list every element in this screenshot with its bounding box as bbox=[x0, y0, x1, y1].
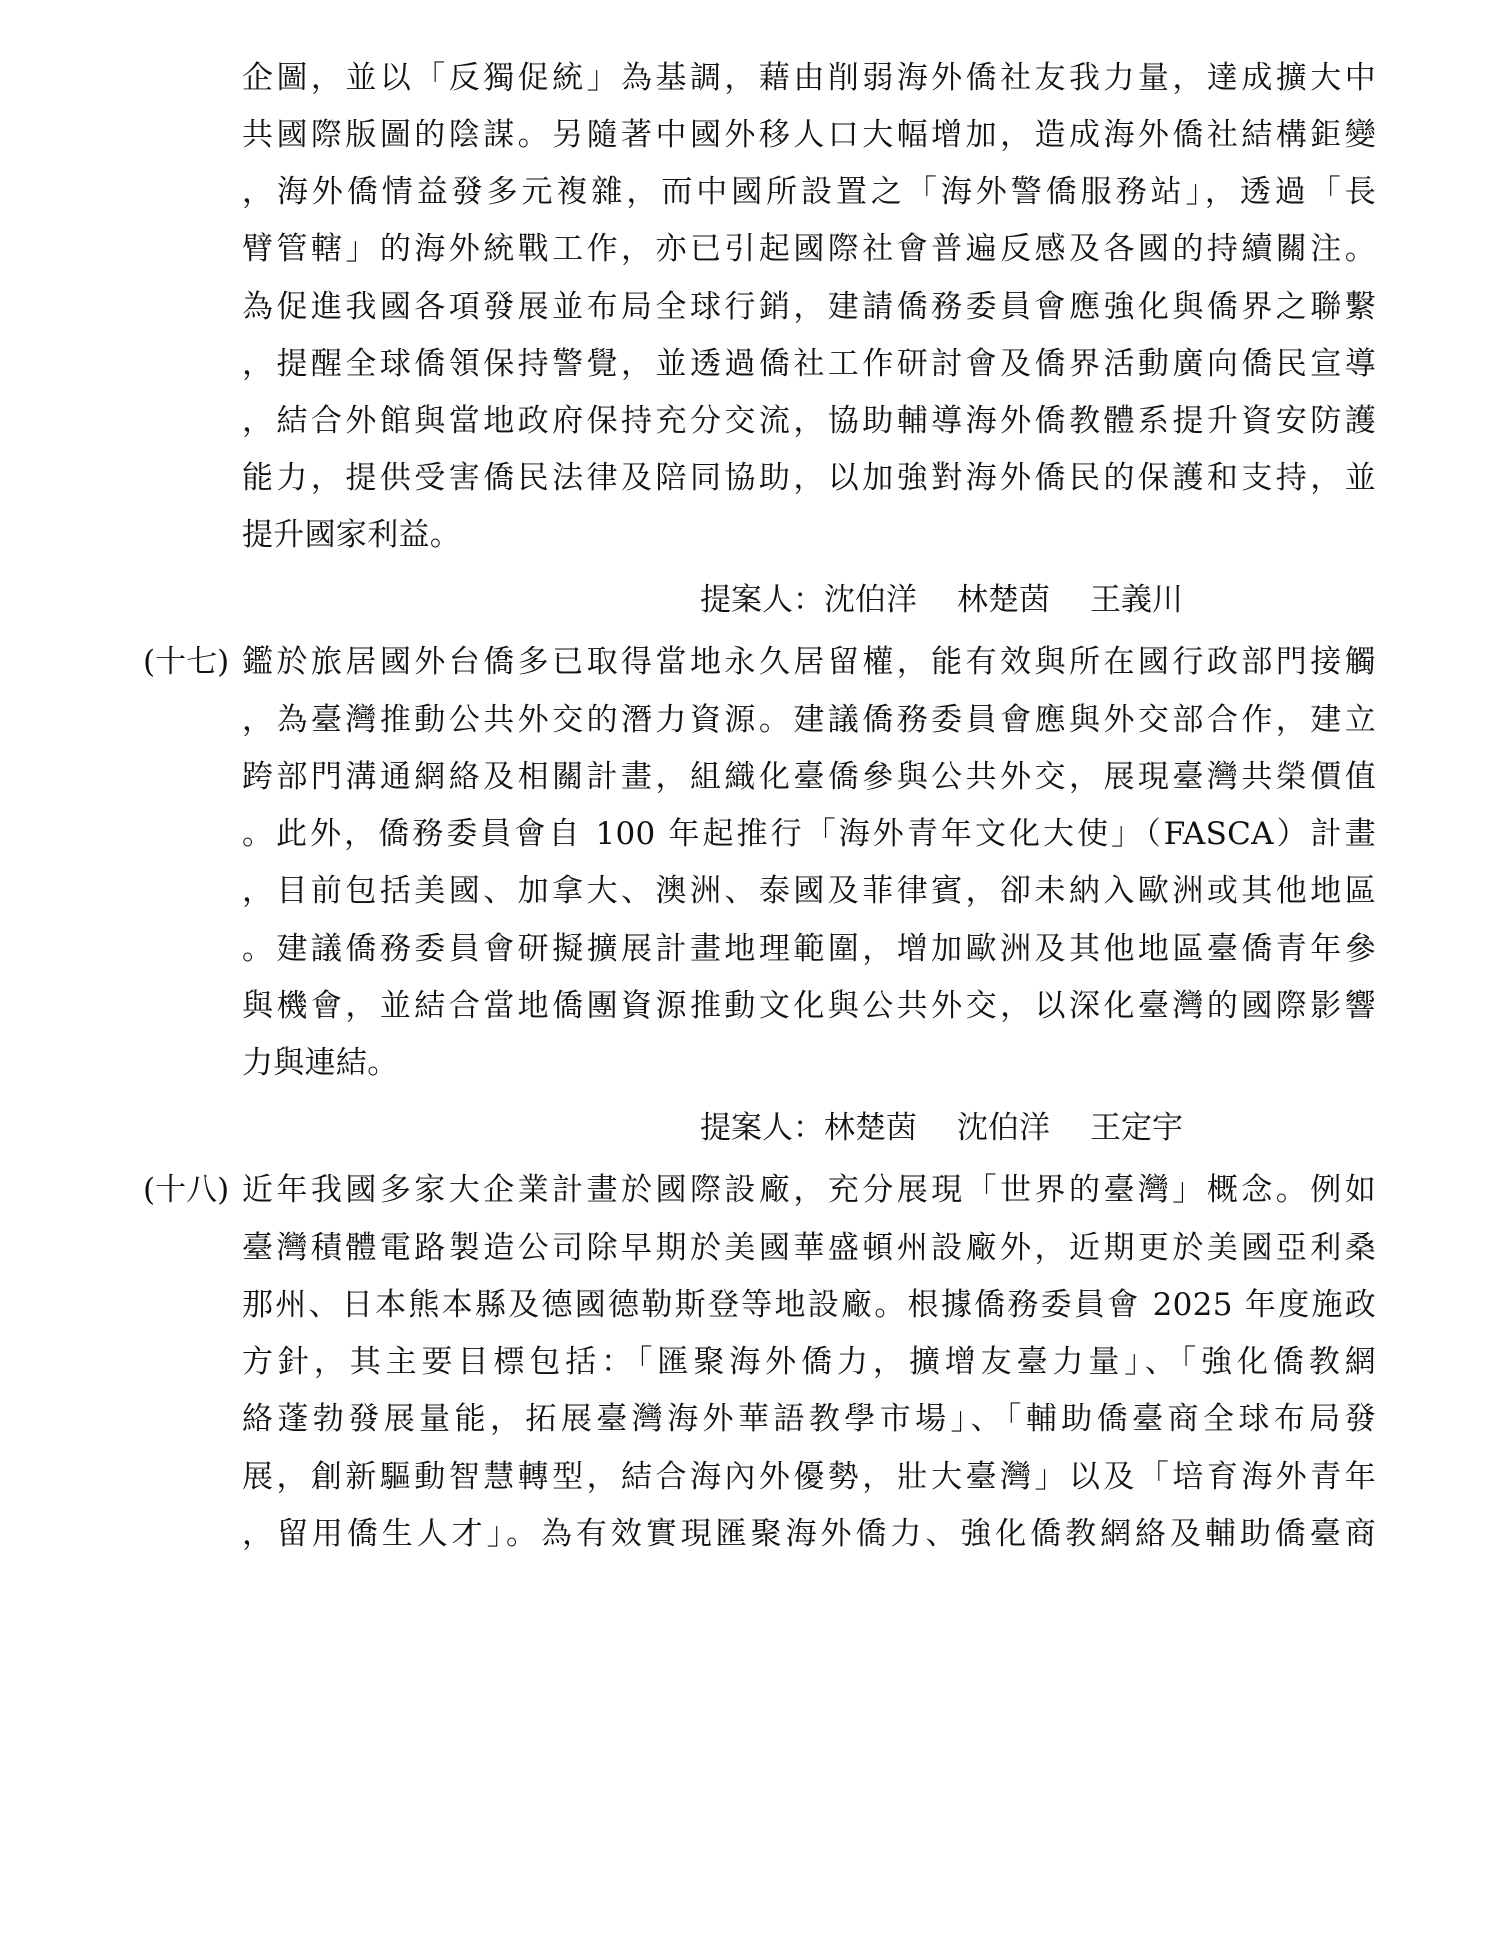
paragraph-line: 絡蓬勃發展量能，拓展臺灣海外華語教學市場」、「輔助僑臺商全球布局發 bbox=[242, 1401, 1376, 1437]
paragraph-line: 近年我國多家大企業計畫於國際設廠，充分展現「世界的臺灣」概念。例如 bbox=[242, 1172, 1376, 1208]
paragraph-line: ，提醒全球僑領保持警覺，並透過僑社工作研討會及僑界活動廣向僑民宣導 bbox=[242, 346, 1376, 382]
proposers-line bbox=[700, 570, 1183, 630]
paragraph-line: 與機會，並結合當地僑團資源推動文化與公共外交，以深化臺灣的國際影響 bbox=[242, 988, 1376, 1024]
proposers-line bbox=[700, 1098, 1183, 1158]
paragraph-line: 。建議僑務委員會研擬擴展計畫地理範圍，增加歐洲及其他地區臺僑青年參 bbox=[242, 931, 1376, 967]
paragraph-line: 企圖，並以「反獨促統」為基調，藉由削弱海外僑社友我力量，達成擴大中 bbox=[242, 60, 1376, 96]
proposer-name: 沈伯洋 bbox=[824, 582, 917, 618]
paragraph-line: 共國際版圖的陰謀。另隨著中國外移人口大幅增加，造成海外僑社結構鉅變 bbox=[242, 117, 1376, 153]
paragraph-line: ，結合外館與當地政府保持充分交流，協助輔導海外僑教體系提升資安防護 bbox=[242, 403, 1376, 439]
proposer-name: 林楚茵 bbox=[824, 1110, 917, 1146]
paragraph-line: 。此外，僑務委員會自 100 年起推行「海外青年文化大使」（FASCA）計畫 bbox=[242, 816, 1376, 852]
paragraph-line: 力與連結。 bbox=[242, 1045, 399, 1081]
proposer-name: 林楚茵 bbox=[957, 582, 1050, 618]
paragraph-line: ，海外僑情益發多元複雜，而中國所設置之「海外警僑服務站」，透過「長 bbox=[242, 174, 1376, 210]
paragraph-line: 展，創新驅動智慧轉型，結合海內外優勢，壯大臺灣」以及「培育海外青年 bbox=[242, 1459, 1376, 1495]
proposer-label: 提案人： bbox=[700, 582, 824, 618]
paragraph-line: 能力，提供受害僑民法律及陪同協助，以加強對海外僑民的保護和支持，並 bbox=[242, 460, 1376, 496]
paragraph-line: 臺灣積體電路製造公司除早期於美國華盛頓州設廠外，近期更於美國亞利桑 bbox=[242, 1230, 1376, 1266]
paragraph-line: 方針，其主要目標包括：「匯聚海外僑力，擴增友臺力量」、「強化僑教網 bbox=[242, 1344, 1376, 1380]
paragraph-line: 提升國家利益。 bbox=[242, 517, 462, 553]
paragraph-line: 鑑於旅居國外台僑多已取得當地永久居留權，能有效與所在國行政部門接觸 bbox=[242, 644, 1376, 680]
paragraph-line: 那州、日本熊本縣及德國德勒斯登等地設廠。根據僑務委員會 2025 年度施政 bbox=[242, 1287, 1376, 1323]
proposer-name: 王義川 bbox=[1090, 582, 1183, 618]
proposer-label: 提案人： bbox=[700, 1110, 824, 1146]
proposer-name: 王定宇 bbox=[1090, 1110, 1183, 1146]
paragraph-line: ，留用僑生人才」。為有效實現匯聚海外僑力、強化僑教網絡及輔助僑臺商 bbox=[242, 1516, 1376, 1552]
paragraph-line: 臂管轄」的海外統戰工作，亦已引起國際社會普遍反感及各國的持續關注。 bbox=[242, 231, 1376, 267]
proposer-name: 沈伯洋 bbox=[957, 1110, 1050, 1146]
paragraph-line: 跨部門溝通網絡及相關計畫，組織化臺僑參與公共外交，展現臺灣共榮價值 bbox=[242, 759, 1376, 795]
paragraph-line: ，目前包括美國、加拿大、澳洲、泰國及菲律賓，卻未納入歐洲或其他地區 bbox=[242, 873, 1376, 909]
item-number: (十七) bbox=[143, 644, 230, 680]
paragraph-line: 為促進我國各項發展並布局全球行銷，建請僑務委員會應強化與僑界之聯繫 bbox=[242, 289, 1376, 325]
item-number: (十八) bbox=[143, 1172, 230, 1208]
paragraph-line: ，為臺灣推動公共外交的潛力資源。建議僑務委員會應與外交部合作，建立 bbox=[242, 702, 1376, 738]
